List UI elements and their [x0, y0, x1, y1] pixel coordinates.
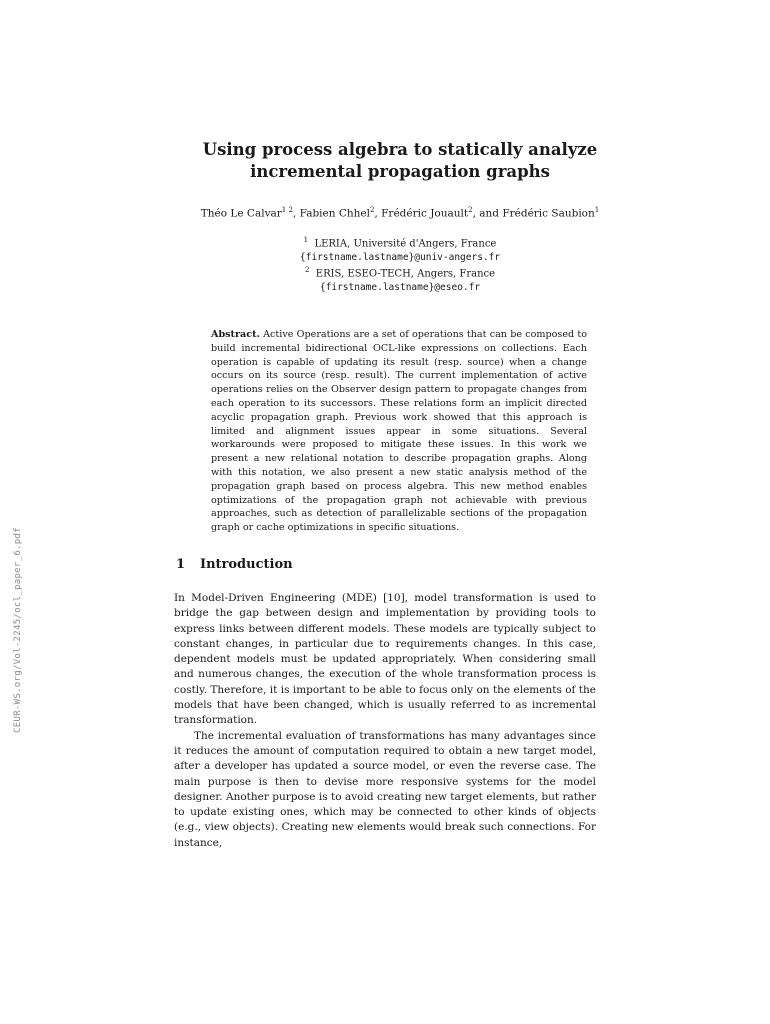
author-separator: ,	[292, 207, 300, 220]
author-name: Fabien Chhel	[299, 207, 370, 220]
section-number: 1	[176, 557, 186, 572]
affiliation-mark: 2	[304, 266, 310, 275]
affiliation-mark: 1	[303, 236, 309, 244]
affiliation-email: {firstname.lastname}@univ-angers.fr	[299, 251, 501, 263]
affiliation-email: {firstname.lastname}@eseo.fr	[319, 282, 481, 294]
affiliation-institution	[120, 264, 680, 281]
section-heading	[176, 557, 293, 572]
author-name: Frédéric Saubion	[502, 207, 595, 220]
author-separator: ,	[374, 207, 382, 220]
affiliation-institution	[120, 234, 680, 251]
affiliation-name: LERIA, Université d'Angers, France	[314, 238, 497, 250]
paper-title	[120, 139, 680, 183]
body-text	[174, 591, 596, 851]
section-title: Introduction	[200, 557, 293, 572]
paragraph: The incremental evaluation of transformations has many advantages since it reduces the amount of computation required to obtain a new target model, after a developer has updated a source model, or even the reverse case. The main purpose is then to devise more responsive systems for the model designer. Another purpose is to avoid creating new target elements, but rather to update existing ones, which may be connected to other kinds of objects (e.g., view objects). Creating new elements would break such connections. For instance,	[174, 729, 596, 849]
author-marks: 1	[594, 206, 600, 214]
author-marks: 2	[468, 206, 473, 214]
abstract-text: Active Operations are a set of operations that can be composed to build incremental bidirectional OCL-like expressions on collections. Each operation is capable of updating its result (resp. source) when a change occurs on its source (resp. result). The current implementation of active operations relies on the Observer design pattern to propagate changes from each operation to its successors. These relations form an implicit directed acyclic propagation graph. Previous work showed that this approach is limited and alignment issues appear in some situations. Several workarounds were proposed to mitigate these issues. In this work we present a new relational notation to describe propagation graphs. Along with this notation, we also present a new static analysis method of the propagation graph based on process algebra. This new method enables optimizations of the propagation graph not achievable with previous approaches, such as detection of parallelizable sections of the propagation graph or cache optimizations in specific situations.	[211, 329, 587, 534]
affiliation-name: ERIS, ESEO-TECH, Angers, France	[315, 268, 496, 280]
title-line-2: incremental propagation graphs	[250, 162, 550, 181]
paragraph: In Model-Driven Engineering (MDE) [10], model transformation is used to bridge the gap between design and implementation by providing tools to express links between different models. These models are typically subject to constant changes, in particular due to requirements changes. In this case, dependent models must be updated appropriately. When considering small and numerous changes, the execution of the whole transformation process is costly. Therefore, it is important to be able to focus only on the elements of the models that have been changed, which is usually referred to as incremental transformation.	[174, 592, 596, 727]
author-marks: 2	[369, 206, 375, 214]
author-name: Frédéric Jouault	[381, 207, 469, 220]
abstract	[211, 328, 587, 535]
author-marks: 1 2	[281, 206, 293, 214]
author-separator: , and	[472, 207, 503, 220]
sidebar-url-label: CEUR-WS.org/Vol-2245/ocl_paper_6.pdf	[13, 527, 23, 733]
author-name: Théo Le Calvar	[200, 207, 282, 220]
title-line-1: Using process algebra to statically analyze	[202, 140, 598, 159]
abstract-heading: Abstract.	[211, 329, 260, 340]
affiliations	[120, 234, 680, 295]
author-list	[120, 206, 680, 220]
